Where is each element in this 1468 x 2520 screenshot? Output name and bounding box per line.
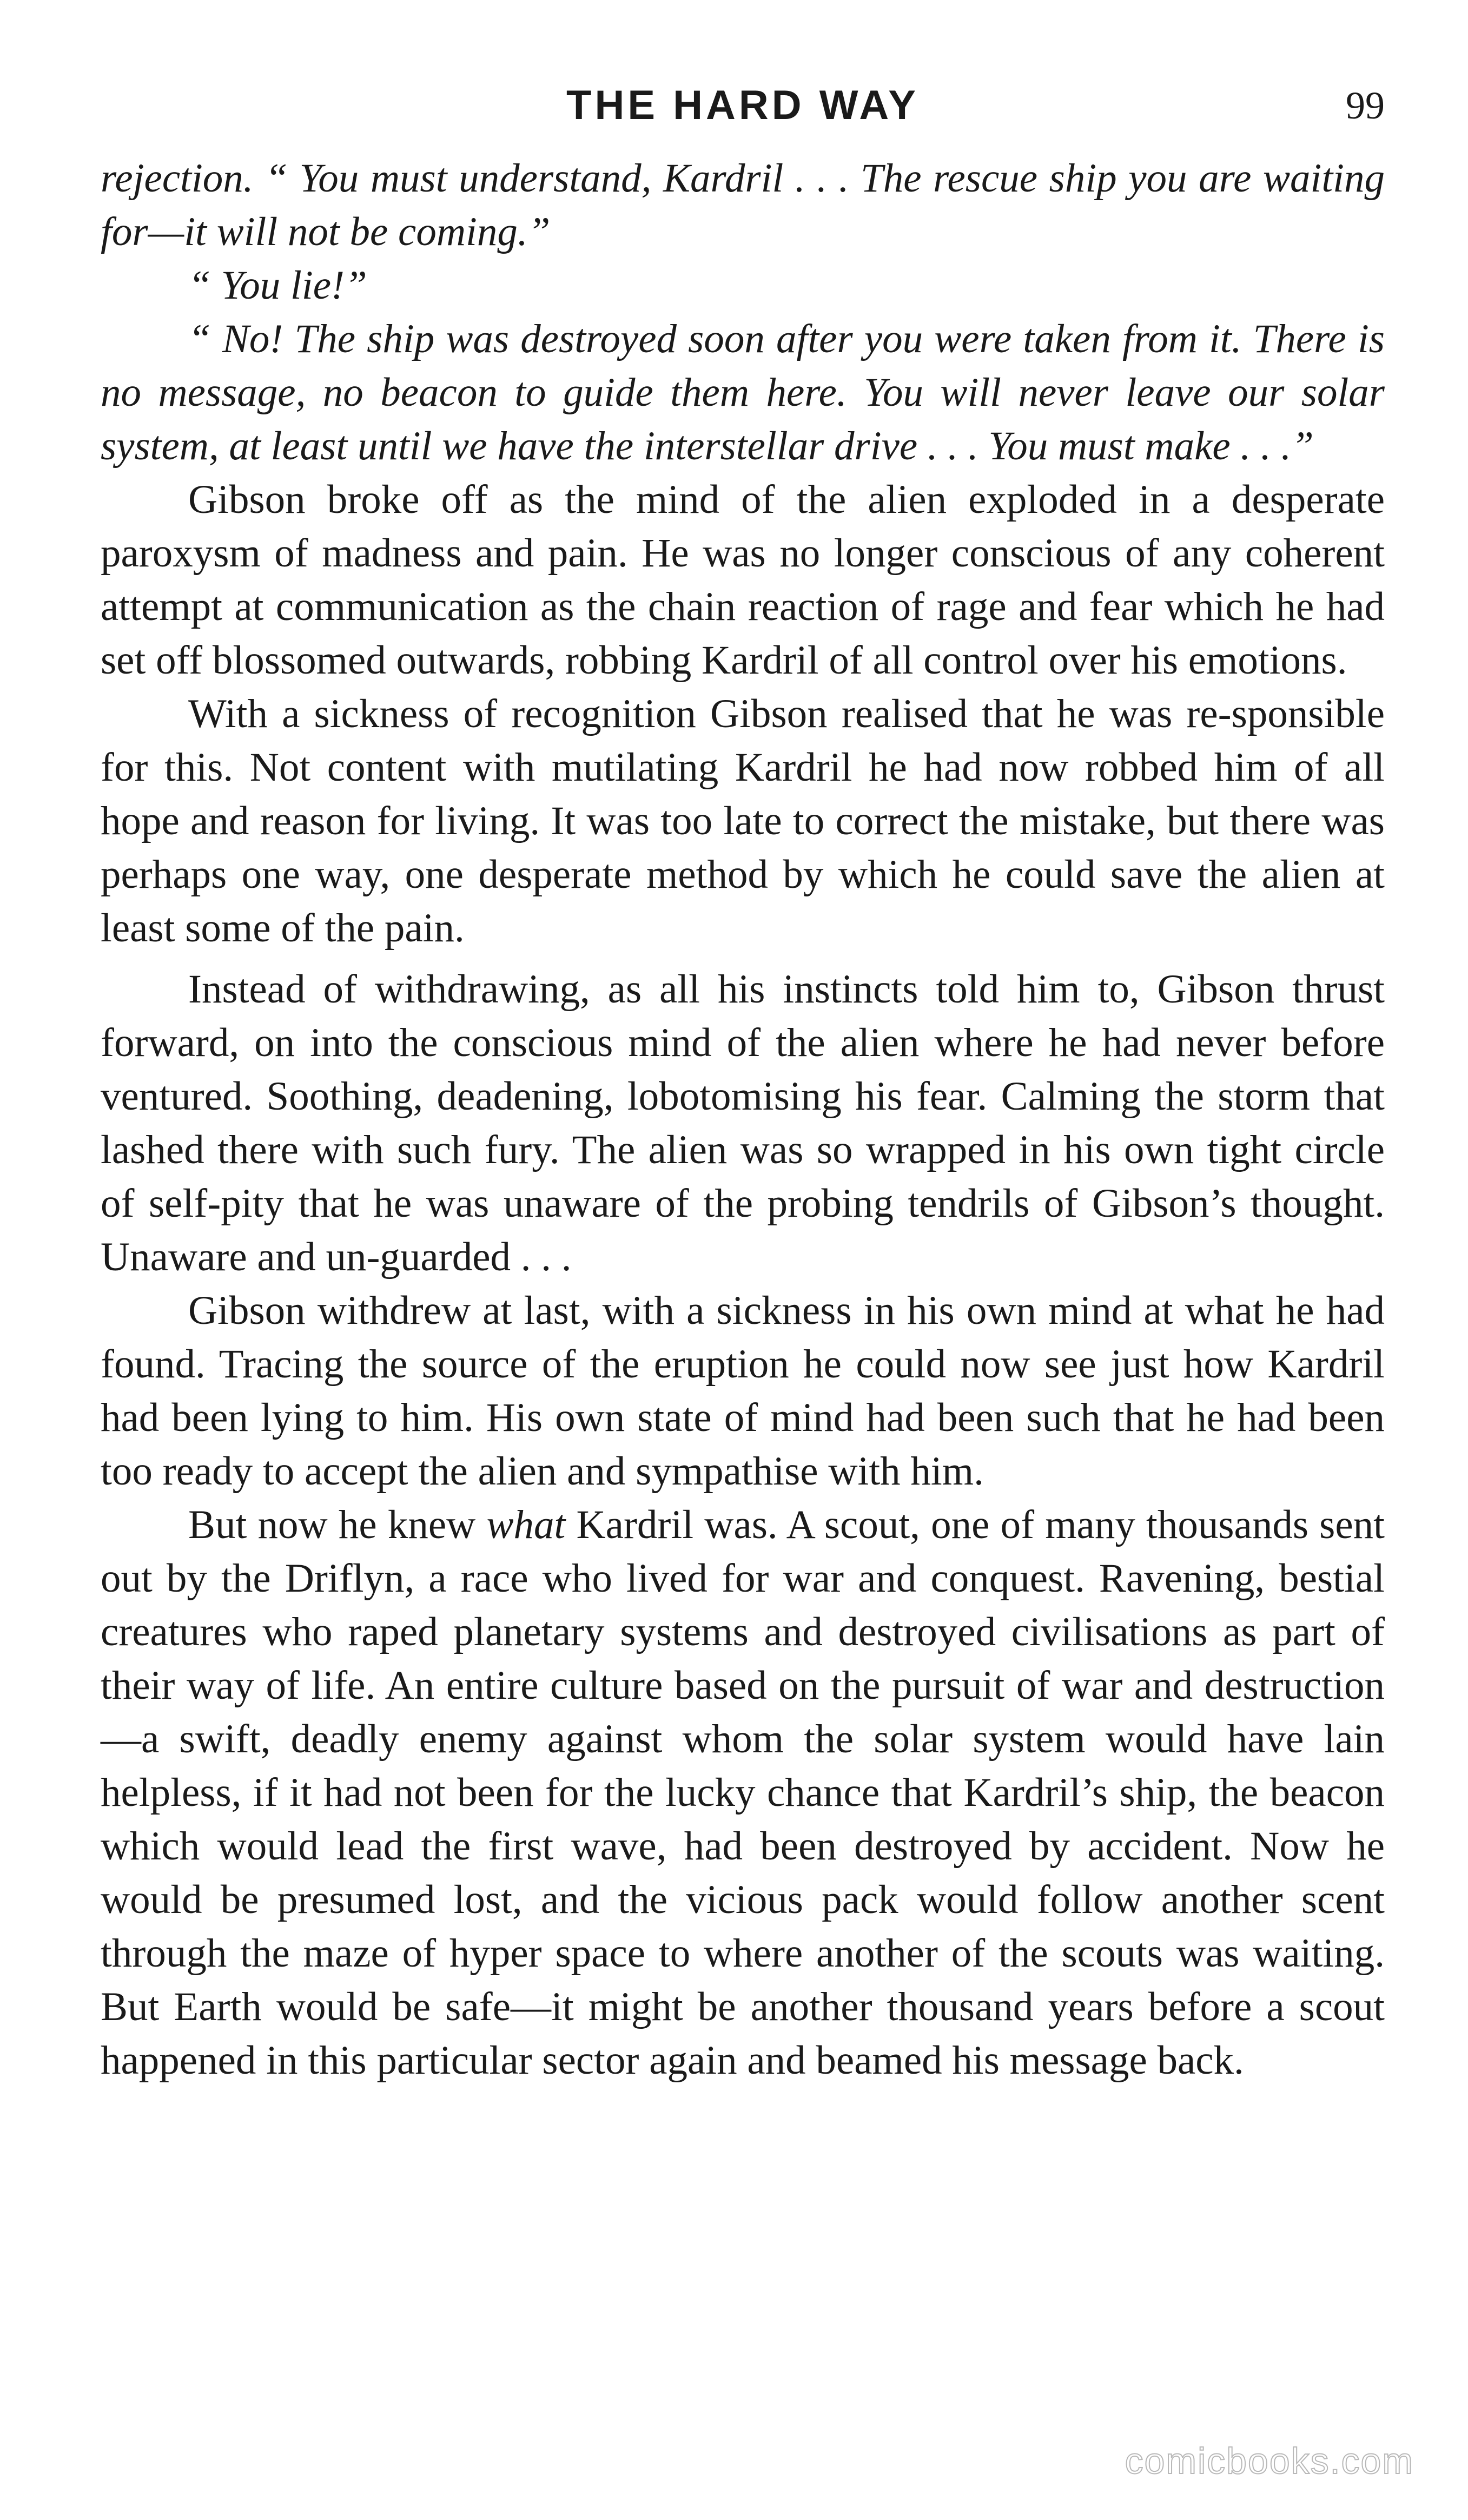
paragraph-8-rest: Kardril was. A scout, one of many thousands sent out by the Driflyn, a race who lived for war and conquest. Ravening, bestial creatures who raped planetary systems and destroyed civilisations as part of their way of life. An entire culture based on the pursuit of war and destruction—a swift, deadly enemy against whom the solar system would have lain helpless, if it had not been for the lucky chance that Kardril’s ship, the beacon which would lead the first wave, had been destroyed by accident. Now he would be presumed lost, and the vicious pack would follow another scent through the maze of hyper space to where another of the scouts was waiting. But Earth would be safe—it might be another thousand years before a scout happened in this particular sector again and beamed his message back. (101, 1502, 1385, 2083)
paragraph-2: “ You lie!” (188, 263, 367, 308)
watermark: comicbooks.com (1125, 2440, 1414, 2482)
page-header (101, 76, 1385, 135)
paragraph-8 (101, 1498, 1385, 2087)
paragraph-1: rejection. “ You must understand, Kardril . . . The rescue ship you are waiting for—it will not be coming.” (101, 156, 1385, 254)
paragraph-3: “ No! The ship was destroyed soon after you were taken from it. There is no message, no beacon to guide them here. You will never leave our solar system, at least until we have the interstellar drive . . . You must make . . .” (101, 316, 1385, 469)
page-number: 99 (1346, 84, 1385, 127)
book-page (101, 76, 1385, 2087)
paragraph-4: Gibson broke off as the mind of the alien exploded in a desperate paroxysm of madness and pain. He was no longer conscious of any coherent attempt at communication as the chain reaction of rage and fear which he had set off blossomed outwards, robbing Kardril of all control over his emotions. (101, 477, 1385, 683)
emphasis-what: what (486, 1502, 566, 1547)
running-title: THE HARD WAY (566, 82, 919, 128)
paragraph-6: Instead of withdrawing, as all his instincts told him to, Gibson thrust forward, on into the conscious mind of the alien where he had never before ventured. Soothing, deadening, lobotomising his fear. Calming the storm that lashed there with such fury. The alien was so wrapped in his own tight circle of self-pity that he was unaware of the probing tendrils of Gibson’s thought. Unaware and un-guarded . . . (101, 967, 1385, 1279)
paragraph-5: With a sickness of recognition Gibson realised that he was re-sponsible for this. Not content with mutilating Kardril he had now robbed him of all hope and reason for living. It was too late to correct the mistake, but there was perhaps one way, one desperate method by which he could save the alien at least some of the pain. (101, 691, 1385, 951)
body-text (101, 151, 1385, 2087)
paragraph-8-start: But now he knew (188, 1502, 487, 1547)
paragraph-7: Gibson withdrew at last, with a sickness in his own mind at what he had found. Tracing the source of the eruption he could now see just how Kardril had been lying to him. His own state of mind had been such that he had been too ready to accept the alien and sympathise with him. (101, 1288, 1385, 1494)
